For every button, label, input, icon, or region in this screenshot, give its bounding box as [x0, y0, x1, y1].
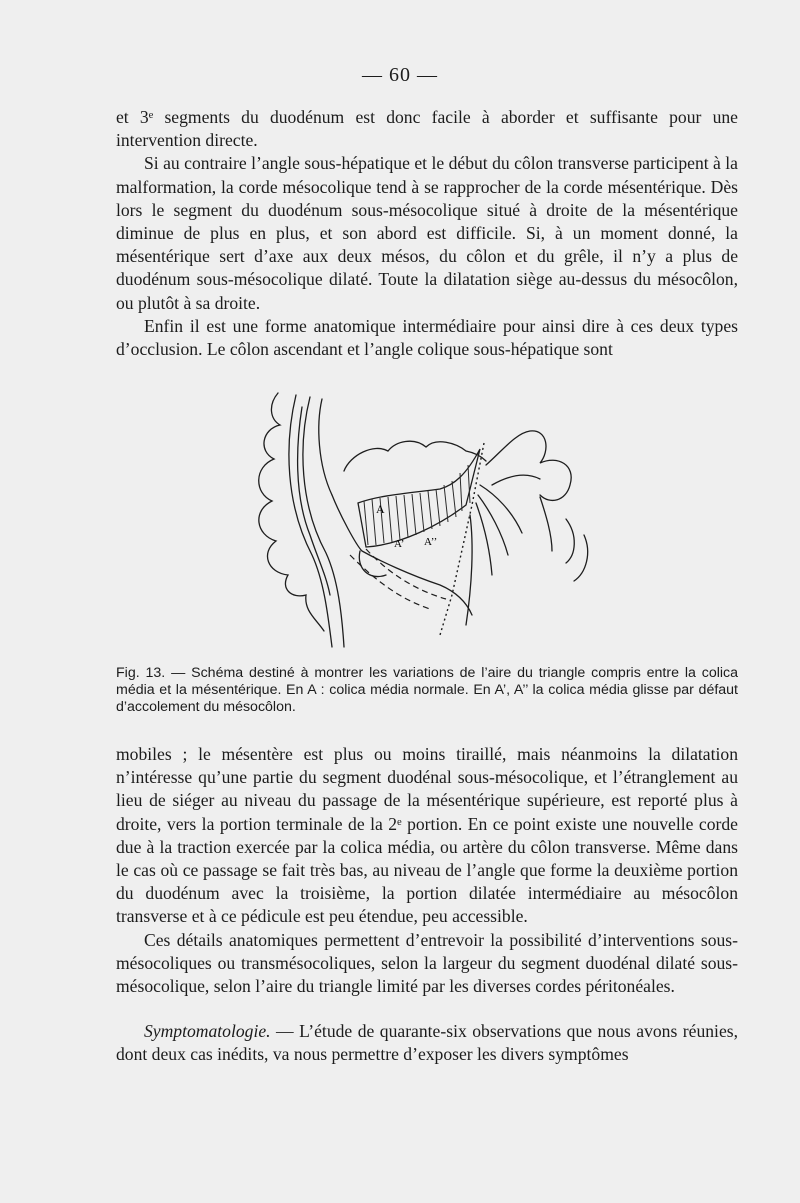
- dashed-line-2: [350, 555, 430, 609]
- vessel-line-outer: [289, 395, 332, 647]
- paragraph: Ces détails anatomiques permettent d’entrevoir la possibilité d’interventions sous-mésocoliques ou transmésocoliques, selon la largeur du segment duodénal dilaté sous-mésocolique, selon l’aire du triangle limité par les diverses cordes péritonéales.: [116, 929, 738, 997]
- symptomatology-paragraph: [116, 1020, 738, 1066]
- vessel-line-right: [319, 399, 332, 495]
- anatomical-figure: [240, 385, 610, 655]
- label-a-double-prime: A’’: [424, 536, 438, 548]
- page-number: — 60 —: [362, 64, 438, 86]
- section-heading: Symptomatologie.: [144, 1021, 271, 1042]
- duodenum-top-outline: [344, 441, 486, 471]
- intestine-curve: [540, 497, 552, 551]
- dotted-mesocolon: [440, 443, 484, 635]
- dashed-line-1: [366, 549, 446, 599]
- paragraph: Enfin il est une forme anatomique intermédiaire pour ainsi dire à ces deux types d’occlusion. Le côlon ascendant et l’angle colique sous-hépatique sont: [116, 315, 738, 360]
- intestine-loop-lower: [566, 519, 574, 563]
- label-a-prime: A’: [394, 538, 405, 550]
- intestine-loop-right: [486, 431, 571, 501]
- paragraph-continuation: mobiles ; le mésentère est plus ou moins tiraillé, mais néanmoins la dilatation n’intéresse qu’une partie du segment duodénal sous-mésocolique, et l’étranglement au lieu de siéger au niveau du passage de la mésentérique supérieure, est reporté plus à droite, vers la portion terminale de la 2ᵉ portion. En ce point existe une nouvelle corde due à la traction exercée par la colica média, ou artère du côlon transverse. Même dans le cas où ce passage se fait très bas, au niveau de l’angle que forme la deuxième portion du duodénum avec la troisième, la portion dilatée intermédiaire au mésocôlon transverse et à ce pédicule est peu étendue, peu accessible.: [116, 744, 738, 927]
- figure-drawing: [240, 385, 610, 655]
- paragraph: Si au contraire l’angle sous-hépatique et le début du côlon transverse participent à la malformation, la corde mésocolique tend à se rapprocher de la corde mésentérique. Dès lors le segment du duodénum sous-mésocolique situé à droite de la mésentérique diminue de plus en plus, et son abord est difficile. Si, à un moment donné, la mésentérique sert d’axe aux deux mésos, du côlon et du grêle, il n’y a plus de duodénum sous-mésocolique dilaté. Toute la dilatation siège au-dessus du mésocôlon, ou plutôt à sa droite.: [116, 153, 738, 313]
- mesentery-ray: [480, 485, 522, 533]
- loop-outline: [332, 495, 472, 615]
- intestine-loop-lower-2: [574, 535, 588, 581]
- label-a: A: [376, 502, 385, 516]
- paragraph-continuation: et 3ᵉ segments du duodénum est donc facile à aborder et suffisante pour une intervention directe.: [116, 107, 738, 151]
- top-text-block: [116, 106, 738, 361]
- intestine-loop-right-2: [492, 475, 540, 485]
- mesentery-ray: [476, 503, 492, 575]
- vessel-line-inner: [303, 397, 344, 647]
- section-text: — L’étude de quarante-six observations que nous avons réunies, dont deux cas inédits, va nous permettre d’exposer les divers symptômes: [116, 1021, 738, 1065]
- colon-outline-left: [259, 393, 324, 631]
- figure-caption: Fig. 13. — Schéma destiné à montrer les variations de l’aire du triangle compris entre la colica média et la mésentérique. En A : colica média normale. En A’, A’’ la colica média glisse par défaut d’accolement du mésocôlon.: [116, 665, 738, 715]
- colon-inner-wall: [298, 407, 330, 595]
- bottom-text-block: [116, 743, 738, 1067]
